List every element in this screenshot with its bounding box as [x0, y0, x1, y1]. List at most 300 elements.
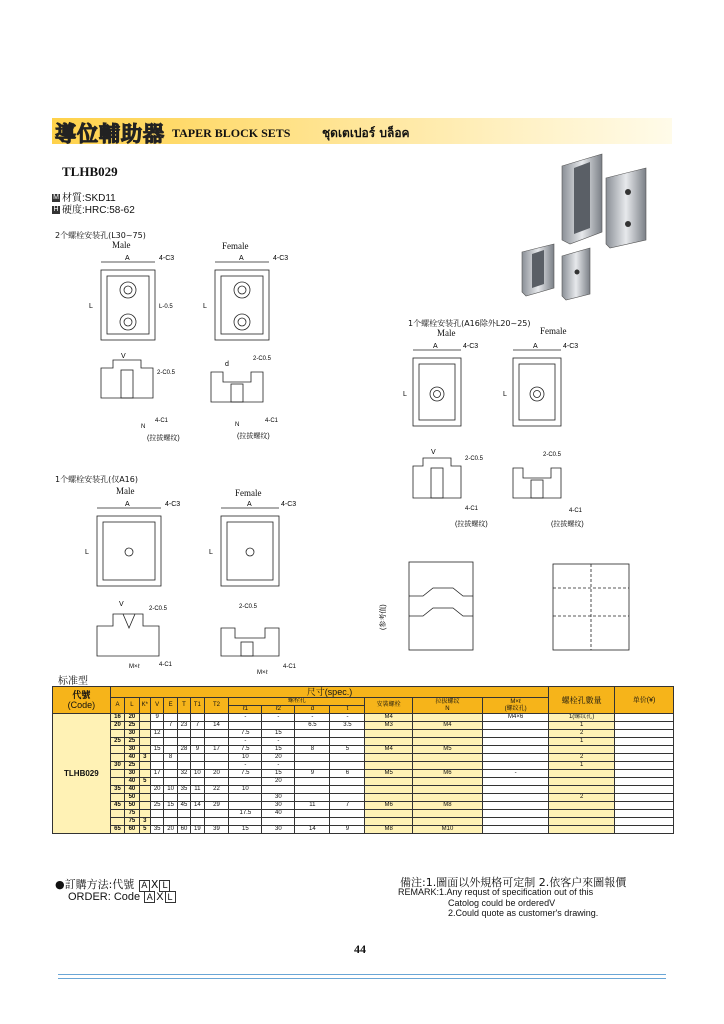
table-cell [365, 738, 412, 746]
table-cell [229, 778, 262, 786]
table-cell: 35 [150, 826, 163, 834]
table-cell: 9 [330, 826, 365, 834]
table-cell [204, 762, 229, 770]
table-cell: M6 [365, 802, 412, 810]
table-cell [330, 778, 365, 786]
table-cell [549, 778, 615, 786]
table-cell [483, 810, 549, 818]
table-cell [191, 818, 204, 826]
col-t1: T1 [191, 698, 204, 714]
order-cn: ●訂購方法:代號 A X L [55, 876, 171, 892]
table-cell: M10 [412, 826, 482, 834]
dim-l05: L-0.5 [159, 304, 173, 310]
dim-a-6: A [247, 501, 252, 508]
table-cell: 20 [204, 770, 229, 778]
table-cell [139, 810, 150, 818]
table-cell [412, 730, 482, 738]
table-cell [191, 794, 204, 802]
table-cell [483, 722, 549, 730]
table-cell: 23 [177, 722, 190, 730]
table-cell [164, 738, 177, 746]
female-block-small [522, 244, 554, 296]
table-cell [365, 810, 412, 818]
table-cell: - [330, 714, 365, 722]
table-cell: 2 [549, 730, 615, 738]
dim-l-6: L [209, 549, 213, 556]
table-cell [150, 810, 163, 818]
remark-cn: 備注:1.圖面以外規格可定制 2.依客户來圖報價 [400, 876, 627, 889]
table-cell [177, 794, 190, 802]
table-cell [139, 714, 150, 722]
table-cell [549, 746, 615, 754]
table-cell: 25 [125, 762, 139, 770]
dim-l-1: L [89, 303, 93, 310]
table-cell [262, 722, 295, 730]
caption-two-bolt: 2个螺栓安装孔(L30~75) [55, 231, 146, 240]
table-cell: 14 [295, 826, 330, 834]
table-cell: 19 [191, 826, 204, 834]
table-cell: 32 [177, 770, 190, 778]
table-cell [262, 786, 295, 794]
table-cell: 45 [110, 802, 124, 810]
table-cell[interactable] [615, 826, 674, 834]
table-cell [191, 730, 204, 738]
table-cell [177, 730, 190, 738]
female-label-3: Female [235, 488, 262, 498]
table-cell: 25 [110, 738, 124, 746]
dim-c1-1: 4-C1 [155, 418, 169, 424]
dim-c05-4: 2-C0.5 [543, 452, 562, 458]
dim-v-2: V [431, 449, 436, 456]
table-row [53, 802, 674, 810]
english-title: TAPER BLOCK SETS [172, 126, 291, 140]
col-a: A [110, 698, 124, 714]
table-row [53, 810, 674, 818]
table-cell [177, 778, 190, 786]
table-cell: 7 [330, 802, 365, 810]
table-cell [139, 738, 150, 746]
dim-a-1: A [125, 255, 130, 262]
table-cell: 5 [330, 746, 365, 754]
dim-mxl-2: M×ℓ [257, 670, 268, 676]
table-cell: 17 [150, 770, 163, 778]
table-cell: 25 [125, 738, 139, 746]
table-cell [330, 818, 365, 826]
table-cell [177, 754, 190, 762]
table-cell: 1 [549, 738, 615, 746]
table-cell [549, 786, 615, 794]
hardness-badge-icon: H [53, 206, 59, 214]
col-mxl: M×ℓ (螺纹孔) [483, 698, 549, 714]
table-cell: 6 [330, 770, 365, 778]
table-cell: 30 [262, 794, 295, 802]
table-cell [204, 794, 229, 802]
table-cell [483, 802, 549, 810]
table-cell[interactable] [615, 762, 674, 770]
table-cell [164, 730, 177, 738]
table-cell [191, 714, 204, 722]
table-cell: 15 [262, 730, 295, 738]
table-cell: 40 [125, 786, 139, 794]
table-cell: 30 [125, 730, 139, 738]
table-cell [110, 818, 124, 826]
table-cell [110, 810, 124, 818]
col-d: d [295, 706, 330, 714]
table-cell: 2 [549, 754, 615, 762]
table-cell [483, 730, 549, 738]
table-cell: 1 [549, 762, 615, 770]
product-code: TLHB029 [62, 164, 118, 179]
table-cell [191, 810, 204, 818]
dim-c05-5: 2-C0.5 [149, 606, 168, 612]
table-cell: 15 [164, 802, 177, 810]
table-cell: - [483, 770, 549, 778]
table-cell [139, 746, 150, 754]
table-cell: 20 [110, 722, 124, 730]
table-cell [164, 746, 177, 754]
table-cell [150, 818, 163, 826]
table-cell: 10 [229, 786, 262, 794]
col-mount-bolt: 安裝螺栓 [365, 698, 412, 714]
dim-n-2: N [235, 422, 240, 428]
table-cell: 7.5 [229, 770, 262, 778]
dim-c1-5: 4-C1 [159, 662, 173, 668]
male-label-2: Male [437, 328, 456, 338]
dim-mxl-1: M×ℓ [129, 664, 140, 670]
table-cell[interactable] [615, 770, 674, 778]
table-cell[interactable] [615, 738, 674, 746]
table-cell: M6 [412, 770, 482, 778]
remark-en-2: Catolog could be orderedV [448, 898, 556, 908]
drawing-one-bolt-a16 [395, 338, 625, 538]
dim-c1-4: 4-C1 [569, 508, 583, 514]
table-cell: 30 [262, 826, 295, 834]
table-row [53, 818, 674, 826]
table-cell [177, 738, 190, 746]
table-cell: 7.5 [229, 746, 262, 754]
table-cell [483, 746, 549, 754]
table-cell [164, 770, 177, 778]
table-cell: 7 [164, 722, 177, 730]
table-cell [204, 754, 229, 762]
table-cell [295, 754, 330, 762]
table-cell: 22 [204, 786, 229, 794]
dim-l-5: L [85, 549, 89, 556]
table-cell [229, 794, 262, 802]
table-cell: 50 [125, 794, 139, 802]
table-cell: 3.5 [330, 722, 365, 730]
table-cell [412, 778, 482, 786]
spec-table [52, 686, 674, 834]
table-cell [412, 754, 482, 762]
table-cell: 60 [177, 826, 190, 834]
table-cell [139, 794, 150, 802]
table-cell: 3 [139, 818, 150, 826]
table-cell: 20 [125, 714, 139, 722]
table-cell: 10 [229, 754, 262, 762]
table-cell[interactable] [615, 786, 674, 794]
drawing-assembly [375, 556, 645, 666]
dim-c05-1: 2-C0.5 [157, 370, 176, 376]
table-cell [110, 754, 124, 762]
table-cell[interactable] [615, 746, 674, 754]
table-cell [330, 794, 365, 802]
table-cell [412, 810, 482, 818]
table-cell: 1(螺纹孔) [549, 714, 615, 722]
table-cell: - [262, 714, 295, 722]
table-cell [191, 738, 204, 746]
table-cell[interactable] [615, 722, 674, 730]
col-e: E [164, 698, 177, 714]
table-cell [110, 794, 124, 802]
dim-v-3: V [119, 601, 124, 608]
table-cell: 39 [204, 826, 229, 834]
table-cell [150, 794, 163, 802]
table-cell: 15 [262, 770, 295, 778]
table-cell: 65 [110, 826, 124, 834]
dim-chamfer-6: 4-C3 [281, 501, 297, 508]
col-bolt-hole: 螺栓孔 [229, 698, 365, 706]
table-cell: 5 [139, 826, 150, 834]
table-cell [204, 738, 229, 746]
caption-one-bolt-only: 1个螺栓安装孔(仅A16) [55, 475, 138, 484]
table-cell: 10 [191, 770, 204, 778]
table-cell [229, 818, 262, 826]
dim-chamfer-5: 4-C3 [165, 501, 181, 508]
table-cell: 28 [177, 746, 190, 754]
footer-line [58, 974, 666, 979]
table-cell: - [262, 762, 295, 770]
male-label-1: Male [112, 240, 131, 250]
spec-table-body [53, 714, 674, 834]
table-cell[interactable] [615, 778, 674, 786]
table-cell [330, 786, 365, 794]
table-cell[interactable] [615, 794, 674, 802]
col-pull-thread: 拉拔螺纹 N [412, 698, 482, 714]
table-cell [483, 762, 549, 770]
table-cell: M5 [365, 770, 412, 778]
table-row [53, 770, 674, 778]
dim-a-2: A [239, 255, 244, 262]
table-cell: 15 [262, 746, 295, 754]
table-cell [110, 746, 124, 754]
material-line: M 材質:SKD11 [53, 193, 116, 204]
drawing-one-bolt-only [75, 496, 335, 676]
table-cell[interactable] [615, 810, 674, 818]
table-cell: 30 [125, 770, 139, 778]
table-cell [110, 778, 124, 786]
table-row [53, 778, 674, 786]
dim-v-1: V [121, 353, 126, 360]
table-cell [483, 778, 549, 786]
table-cell: - [262, 738, 295, 746]
dim-c1-6: 4-C1 [283, 664, 297, 670]
table-cell: 60 [125, 826, 139, 834]
col-l1: ℓ1 [229, 706, 262, 714]
table-cell [229, 722, 262, 730]
table-cell [164, 818, 177, 826]
dim-chamfer-3: 4-C3 [463, 343, 479, 350]
table-cell [549, 826, 615, 834]
table-cell[interactable] [615, 802, 674, 810]
table-cell [365, 730, 412, 738]
col-l: L [125, 698, 139, 714]
table-cell: M5 [412, 746, 482, 754]
table-cell: 45 [177, 802, 190, 810]
dim-chamfer-4: 4-C3 [563, 343, 579, 350]
table-cell: 20 [262, 754, 295, 762]
table-cell: 14 [191, 802, 204, 810]
table-row [53, 826, 674, 834]
order-box-l-en: L [165, 891, 176, 903]
table-cell [483, 818, 549, 826]
table-cell: - [229, 738, 262, 746]
table-cell [412, 818, 482, 826]
dim-chamfer-1: 4-C3 [159, 255, 175, 262]
table-cell [164, 714, 177, 722]
product-photo [510, 148, 660, 308]
table-cell [412, 714, 482, 722]
table-cell[interactable] [615, 754, 674, 762]
table-cell: 9 [191, 746, 204, 754]
table-cell: 35 [177, 786, 190, 794]
table-cell [412, 786, 482, 794]
dim-c1-3: 4-C1 [465, 506, 479, 512]
table-cell [295, 818, 330, 826]
table-row [53, 738, 674, 746]
col-t2: T2 [204, 698, 229, 714]
table-cell: 17.5 [229, 810, 262, 818]
table-cell [191, 778, 204, 786]
female-block-large [562, 154, 602, 244]
dim-n-1: N [141, 424, 146, 430]
table-cell: M3 [365, 722, 412, 730]
table-cell: 30 [262, 802, 295, 810]
table-cell [483, 786, 549, 794]
table-cell [365, 754, 412, 762]
table-cell: 30 [125, 746, 139, 754]
table-cell [483, 754, 549, 762]
dim-d-1: d [225, 361, 229, 368]
table-cell: 11 [191, 786, 204, 794]
table-row [53, 786, 674, 794]
table-cell[interactable] [615, 730, 674, 738]
table-cell: M4 [365, 714, 412, 722]
table-cell [483, 738, 549, 746]
table-cell [330, 730, 365, 738]
table-cell: M8 [365, 826, 412, 834]
table-cell: 7.5 [229, 730, 262, 738]
standard-type-label: 标准型 [58, 676, 88, 687]
table-cell: 40 [262, 810, 295, 818]
table-cell: 11 [295, 802, 330, 810]
table-cell: 20 [150, 786, 163, 794]
col-t: T [177, 698, 190, 714]
table-cell [330, 762, 365, 770]
dim-l-4: L [503, 391, 507, 398]
table-cell: M4 [412, 722, 482, 730]
table-cell [204, 818, 229, 826]
table-cell: 20 [262, 778, 295, 786]
female-label-1: Female [222, 241, 249, 251]
dim-ref: (参考值) [380, 604, 387, 630]
table-cell: 8 [164, 754, 177, 762]
table-cell [110, 770, 124, 778]
table-cell: M4×6 [483, 714, 549, 722]
male-block-large [606, 168, 646, 248]
table-cell [549, 810, 615, 818]
table-cell [365, 818, 412, 826]
table-cell: 20 [164, 826, 177, 834]
table-cell [177, 818, 190, 826]
table-cell: - [229, 762, 262, 770]
pull-thread-2: (拉拔螺纹) [237, 433, 270, 440]
table-cell [295, 762, 330, 770]
table-cell [177, 810, 190, 818]
dim-l-2: L [203, 303, 207, 310]
table-cell [295, 778, 330, 786]
material-badge-icon: M [53, 194, 59, 202]
table-cell [150, 762, 163, 770]
table-cell [164, 762, 177, 770]
table-cell [262, 818, 295, 826]
dim-c05-2: 2-C0.5 [253, 356, 272, 362]
table-cell: 5 [139, 778, 150, 786]
table-row [53, 730, 674, 738]
table-cell: M8 [412, 802, 482, 810]
code-cell: TLHB029 [53, 714, 111, 834]
thai-title: ชุดเตเปอร์ บล็อค [322, 126, 410, 140]
table-cell: 3 [139, 754, 150, 762]
table-cell [204, 810, 229, 818]
table-row [53, 754, 674, 762]
table-cell: 15 [150, 746, 163, 754]
dim-c1-2: 4-C1 [265, 418, 279, 424]
table-cell [164, 810, 177, 818]
order-en: ORDER: Code A X L [68, 891, 177, 903]
pull-thread-4: (拉拔螺纹) [551, 521, 584, 528]
table-cell [549, 770, 615, 778]
col-price: 单价(¥) [615, 687, 674, 714]
table-cell [139, 762, 150, 770]
male-label-3: Male [116, 486, 135, 496]
col-v: V [150, 698, 163, 714]
table-cell[interactable] [615, 714, 674, 722]
order-box-a: A [139, 880, 150, 892]
table-cell: 75 [125, 810, 139, 818]
table-cell: 7 [191, 722, 204, 730]
table-cell [483, 826, 549, 834]
table-cell [139, 730, 150, 738]
table-cell: 15 [229, 826, 262, 834]
table-cell: M4 [365, 746, 412, 754]
table-row [53, 746, 674, 754]
pull-thread-1: (拉拔螺纹) [147, 435, 180, 442]
female-label-2: Female [540, 326, 567, 336]
remark-en-1: REMARK:1.Any requst of specification out of this [398, 887, 594, 897]
table-cell: 35 [110, 786, 124, 794]
table-cell [150, 778, 163, 786]
table-cell: 40 [125, 778, 139, 786]
table-cell: 16 [110, 714, 124, 722]
table-cell [204, 714, 229, 722]
table-cell [549, 802, 615, 810]
table-cell [365, 794, 412, 802]
table-cell [412, 738, 482, 746]
table-cell [150, 738, 163, 746]
table-cell[interactable] [615, 818, 674, 826]
table-cell [330, 738, 365, 746]
